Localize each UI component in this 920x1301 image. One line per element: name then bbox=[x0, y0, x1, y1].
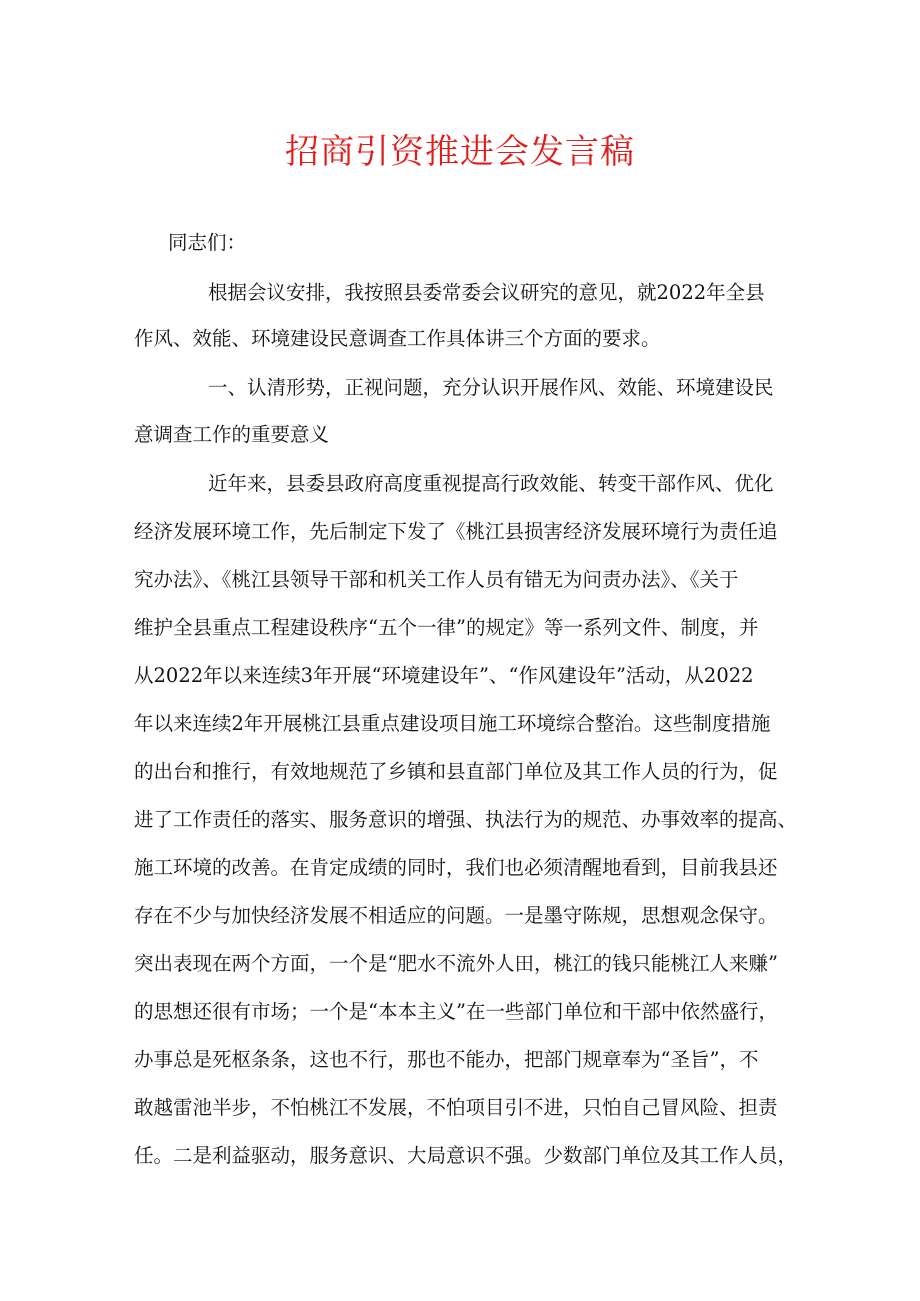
document-title: 招商引资推进会发言稿 bbox=[285, 132, 635, 172]
salutation: 同志们： bbox=[168, 231, 247, 254]
body-line: 根据会议安排，我按照县委常委会议研究的意见，就2022年全县 bbox=[208, 281, 765, 304]
body-line: 究办法》、《桃江县领导干部和机关工作人员有错无为问责办法》、《关于 bbox=[134, 568, 739, 591]
body-line: 的出台和推行，有效地规范了乡镇和县直部门单位及其工作人员的行为，促 bbox=[134, 760, 778, 783]
body-line: 作风、效能、环境建设民意调查工作具体讲三个方面的要求。 bbox=[134, 327, 661, 350]
body-line: 敢越雷池半步，不怕桃江不发展，不怕项目引不进，只怕自己冒风险、担责 bbox=[134, 1096, 778, 1119]
body-line: 突出表现在两个方面，一个是“肥水不流外人田，桃江的钱只能桃江人来赚” bbox=[134, 952, 778, 975]
body-line: 的思想还很有市场；一个是“本本主义”在一些部门单位和干部中依然盛行， bbox=[134, 1000, 778, 1023]
body-line: 经济发展环境工作，先后制定下发了《桃江县损害经济发展环境行为责任追 bbox=[134, 520, 778, 543]
body-line: 从2022年以来连续3年开展“环境建设年”、“作风建设年”活动，从2022 bbox=[134, 664, 754, 687]
body-line: 办事总是死枢条条，这也不行，那也不能办，把部门规章奉为“圣旨”，不 bbox=[134, 1048, 759, 1071]
section-heading-line: 一、认清形势，正视问题，充分认识开展作风、效能、环境建设民 bbox=[208, 376, 774, 399]
body-line: 近年来，县委县政府高度重视提高行政效能、转变干部作风、优化 bbox=[208, 472, 774, 495]
body-line: 存在不少与加快经济发展不相适应的问题。一是墨守陈规，思想观念保守。 bbox=[134, 904, 778, 927]
body-line: 任。二是利益驱动，服务意识、大局意识不强。少数部门单位及其工作人员， bbox=[134, 1144, 798, 1167]
body-line: 施工环境的改善。在肯定成绩的同时，我们也必须清醒地看到，目前我县还 bbox=[134, 856, 778, 879]
body-line: 进了工作责任的落实、服务意识的增强、执法行为的规范、办事效率的提高、 bbox=[134, 808, 798, 831]
section-heading-line: 意调查工作的重要意义 bbox=[134, 423, 330, 446]
body-line: 年以来连续2年开展桃江县重点建设项目施工环境综合整治。这些制度措施 bbox=[134, 712, 771, 735]
body-line: 维护全县重点工程建设秩序“五个一律”的规定》等一系列文件、制度，并 bbox=[134, 616, 759, 639]
